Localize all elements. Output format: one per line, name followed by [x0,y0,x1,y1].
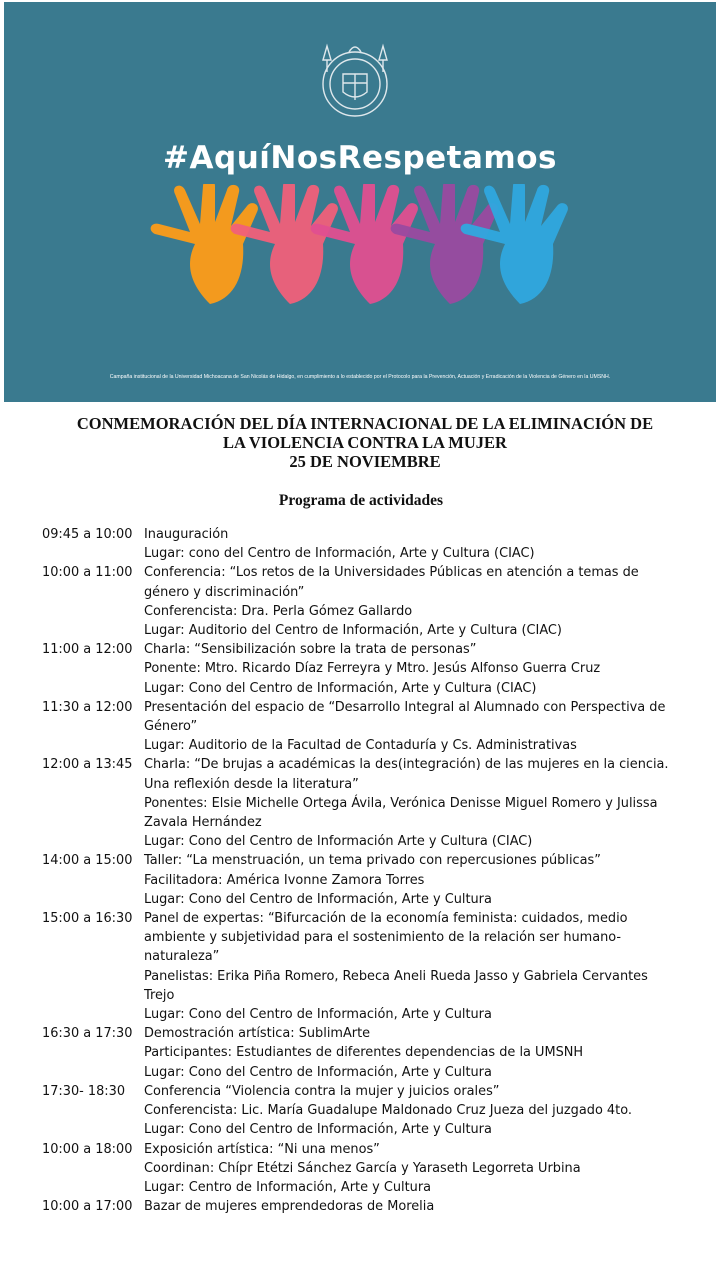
schedule-detail-line: Trejo [144,987,175,1003]
schedule-row [42,755,682,851]
schedule-row [42,1140,682,1198]
schedule-detail-line: Lugar: cono del Centro de Información, Arte y Cultura (CIAC) [144,546,535,562]
schedule-details [144,1024,682,1082]
schedule-row [42,698,682,756]
schedule-time: 15:00 a 16:30 [42,911,133,927]
schedule-detail-line: Demostración artística: SublimArte [144,1026,371,1042]
purple-hand-icon [391,184,498,304]
schedule-details [144,755,682,851]
schedule-detail-line: Lugar: Cono del Centro de Información, Arte y Cultura [144,1064,492,1080]
campaign-banner [4,2,716,402]
title-date: 25 DE NOVIEMBRE [289,452,441,471]
schedule-details [144,563,682,640]
schedule-row [42,640,682,698]
schedule-time: 17:30- 18:30 [42,1083,126,1099]
schedule-detail-line: Participantes: Estudiantes de diferentes dependencias de la UMSNH [144,1045,584,1061]
schedule-time: 09:45 a 10:00 [42,527,133,542]
schedule-time: 16:30 a 17:30 [42,1026,133,1042]
schedule-details [144,851,682,909]
schedule-details [144,525,682,563]
schedule-row [42,1024,682,1082]
coral-hand-icon [231,184,338,304]
schedule-details [144,1140,682,1198]
schedule-detail-line: Panel de expertas: “Bifurcación de la economía feminista: cuidados, medio [144,911,628,927]
schedule-detail-line: Presentación del espacio de “Desarrollo Integral al Alumnado con Perspectiva de [144,699,666,715]
schedule-time: 12:00 a 13:45 [42,757,133,773]
schedule-time: 11:00 a 12:00 [42,642,133,658]
schedule-detail-line: Facilitadora: América Ivonne Zamora Torres [144,872,425,888]
schedule-details [144,909,682,1024]
schedule-detail-line: Charla: “Sensibilización sobre la trata de personas” [144,642,477,658]
schedule-detail-line: Panelistas: Erika Piña Romero, Rebeca Aneli Rueda Jasso y Gabriela Cervantes [144,968,648,984]
event-title [20,414,710,471]
schedule-detail-line: Lugar: Auditorio del Centro de Información, Arte y Cultura (CIAC) [144,623,562,639]
schedule-details [144,698,682,756]
schedule-detail-line: Ponente: Mtro. Ricardo Díaz Ferreyra y Mtro. Jesús Alfonso Guerra Cruz [144,661,601,677]
schedule-detail-line: Conferencia “Violencia contra la mujer y juicios orales” [144,1083,500,1099]
schedule-details [144,640,682,698]
schedule-row [42,909,682,1024]
schedule-detail-line: Conferencista: Lic. María Guadalupe Maldonado Cruz Jueza del juzgado 4to. [144,1103,632,1119]
schedule-detail-line: Una reflexión desde la literatura” [144,776,359,792]
schedule-detail-line: Inauguración [144,527,229,542]
schedule-detail-line: Lugar: Cono del Centro de Información, Arte y Cultura [144,1007,492,1023]
program-heading: Programa de actividades [278,492,444,509]
schedule-detail-line: Conferencista: Dra. Perla Gómez Gallardo [144,603,413,619]
schedule-detail-line: Coordinan: Chípr Etétzi Sánchez García y Yaraseth Legorreta Urbina [144,1160,581,1176]
schedule-detail-line: Taller: “La menstruación, un tema privado con repercusiones públicas” [144,853,601,869]
schedule-row [42,1197,682,1216]
pink-hand-icon [311,184,418,304]
university-seal-icon [315,38,395,126]
schedule-time: 10:00 a 18:00 [42,1141,133,1157]
schedule-detail-line: ambiente y subjetividad para el sostenimiento de la relación ser humano- [144,930,622,946]
schedule-details [144,1197,682,1216]
schedule-detail-line: Lugar: Centro de Información, Arte y Cultura [144,1179,432,1195]
schedule-detail-line: Bazar de mujeres emprendedoras de Morelia [144,1199,435,1215]
schedule-detail-line: naturaleza” [144,949,220,965]
activity-schedule [42,525,682,1216]
schedule-time: 10:00 a 17:00 [42,1199,133,1215]
schedule-detail-line: Zavala Hernández [144,815,262,831]
schedule-detail-line: Exposición artística: “Ni una menos” [144,1141,380,1157]
title-line: LA VIOLENCIA CONTRA LA MUJER [223,433,507,452]
orange-hand-icon [151,184,258,304]
campaign-footnote: Campaña institucional de la Universidad Michoacana de San Nicolás de Hidalgo, en cumplimiento a lo establecido por el Protocolo para la Prevención, Actuación y Erradicación de la Violencia de Género en la UMSNH. [109,374,611,380]
schedule-detail-line: Lugar: Cono del Centro de Información, Arte y Cultura [144,1122,492,1138]
colorful-hands-illustration [140,184,570,316]
schedule-detail-line: Lugar: Cono del Centro de Información Arte y Cultura (CIAC) [144,834,533,850]
schedule-detail-line: Género” [144,719,198,735]
schedule-detail-line: Charla: “De brujas a académicas la des(integración) de las mujeres en la ciencia. [144,757,669,773]
schedule-row [42,851,682,909]
schedule-time: 11:30 a 12:00 [42,699,133,715]
schedule-detail-line: Ponentes: Elsie Michelle Ortega Ávila, Verónica Denisse Miguel Romero y Julissa [144,795,658,811]
schedule-detail-line: Lugar: Auditorio de la Facultad de Contaduría y Cs. Administrativas [144,738,577,754]
schedule-row [42,563,682,640]
schedule-time: 10:00 a 11:00 [42,565,133,581]
schedule-detail-line: Conferencia: “Los retos de la Universidades Públicas en atención a temas de [144,565,639,581]
schedule-details [144,1082,682,1140]
schedule-row [42,1082,682,1140]
schedule-detail-line: género y discriminación” [144,584,305,600]
schedule-row [42,525,682,563]
title-line: CONMEMORACIÓN DEL DÍA INTERNACIONAL DE LA ELIMINACIÓN DE [76,414,654,433]
schedule-time: 14:00 a 15:00 [42,853,133,869]
schedule-detail-line: Lugar: Cono del Centro de Información, Arte y Cultura (CIAC) [144,680,537,696]
schedule-detail-line: Lugar: Cono del Centro de Información, Arte y Cultura [144,891,492,907]
campaign-hashtag: #AquíNosRespetamos [163,140,557,176]
